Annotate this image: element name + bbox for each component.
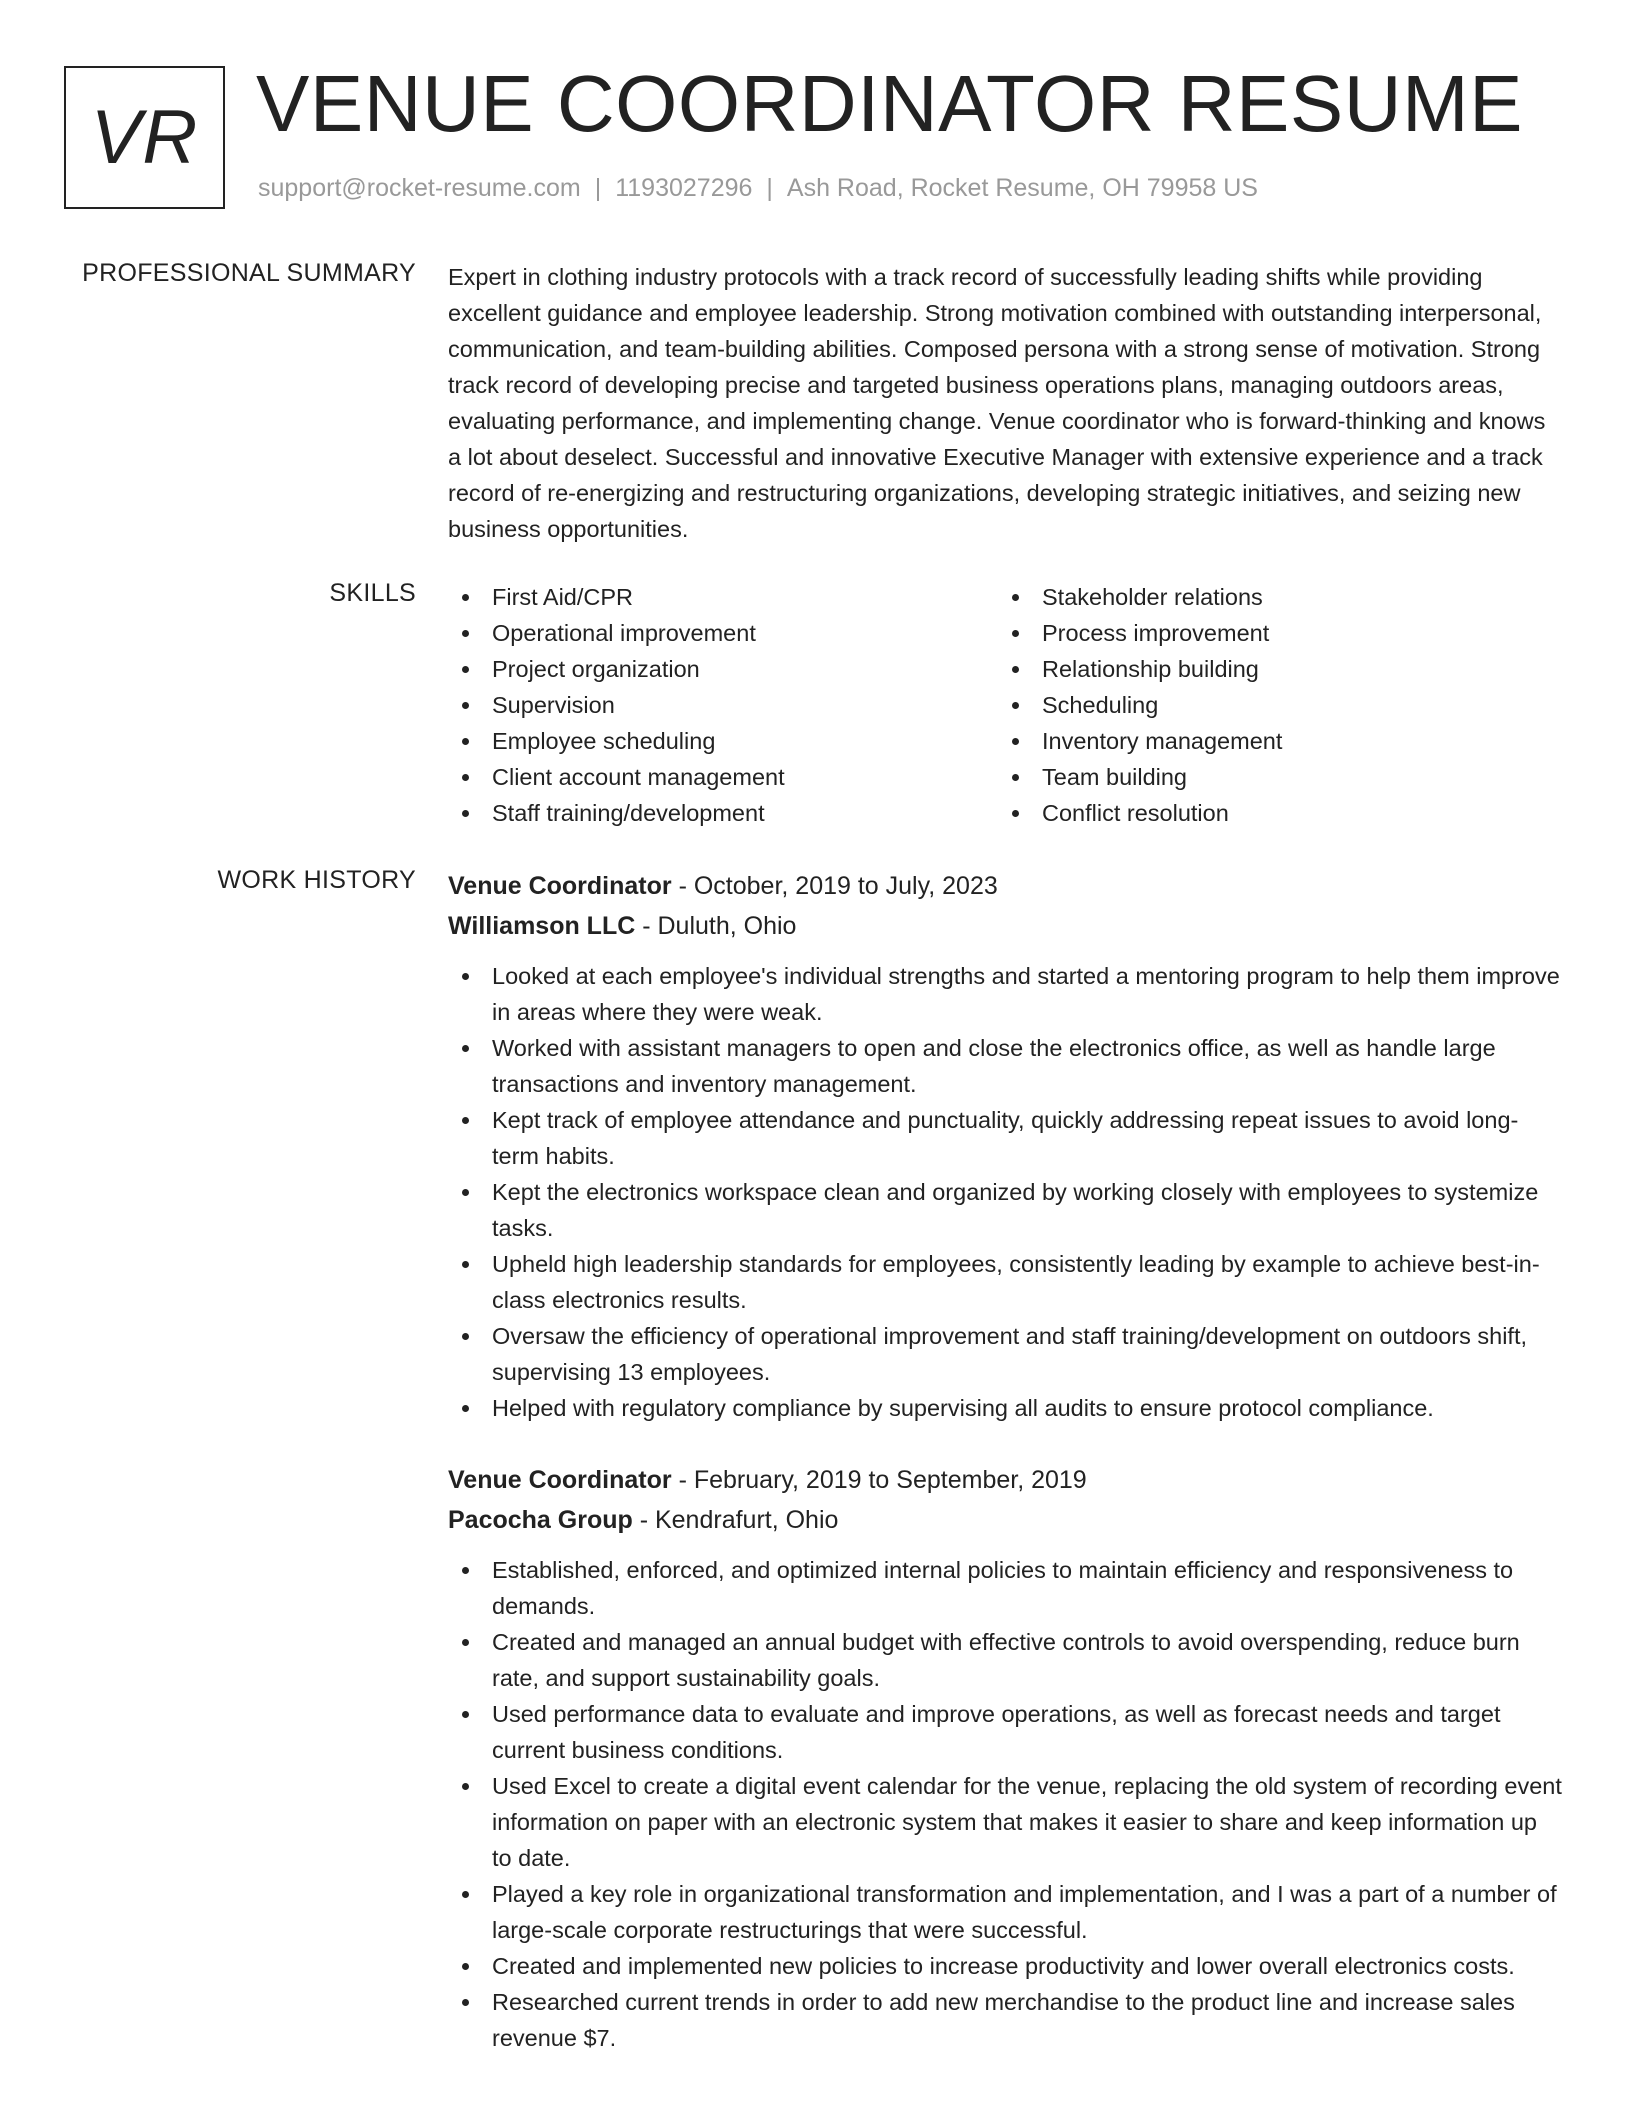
- page-title: VENUE COORDINATOR RESUME: [256, 59, 1523, 148]
- skill-item: Inventory management: [998, 723, 1548, 759]
- skills-heading: SKILLS: [329, 579, 416, 607]
- job-bullet: Researched current trends in order to add new merchandise to the product line and increase sales revenue $7.: [448, 1984, 1563, 2056]
- skill-item: Staff training/development: [448, 795, 998, 831]
- skills-grid: [448, 579, 1563, 831]
- skill-item: Team building: [998, 759, 1548, 795]
- job-title-line: [448, 1460, 1563, 1500]
- monogram-logo: VR: [64, 66, 225, 209]
- job-bullet: Upheld high leadership standards for employees, consistently leading by example to achieve best-in-class electronics results.: [448, 1246, 1563, 1318]
- job-bullet: Oversaw the efficiency of operational improvement and staff training/development on outdoors shift, supervising 13 employees.: [448, 1318, 1563, 1390]
- job-bullet: Used Excel to create a digital event calendar for the venue, replacing the old system of recording event information on paper with an electronic system that makes it easier to share and keep information up to date.: [448, 1768, 1563, 1876]
- skill-item: Process improvement: [998, 615, 1548, 651]
- job-bullet: Established, enforced, and optimized internal policies to maintain efficiency and responsiveness to demands.: [448, 1552, 1563, 1624]
- contact-email: support@rocket-resume.com: [258, 174, 581, 202]
- job-entry: [448, 866, 1563, 1426]
- job-entry: [448, 1460, 1563, 2056]
- contact-separator: |: [766, 174, 773, 202]
- job-company-line: [448, 906, 1563, 946]
- skill-item: Client account management: [448, 759, 998, 795]
- job-bullets: [448, 1552, 1563, 2056]
- job-company: Williamson LLC: [448, 912, 636, 940]
- job-title: Venue Coordinator: [448, 1466, 672, 1494]
- job-bullet: Played a key role in organizational transformation and implementation, and I was a part of a number of large-scale corporate restructurings that were successful.: [448, 1876, 1563, 1948]
- contact-phone: 1193027296: [615, 174, 753, 202]
- skill-item: First Aid/CPR: [448, 579, 998, 615]
- job-bullet: Created and implemented new policies to increase productivity and lower overall electronics costs.: [448, 1948, 1563, 1984]
- summary-heading: PROFESSIONAL SUMMARY: [82, 259, 416, 287]
- job-location: - Kendrafurt, Ohio: [632, 1506, 839, 1534]
- jobs-list: [448, 866, 1563, 2056]
- job-company-line: [448, 1500, 1563, 1540]
- job-title-line: [448, 866, 1563, 906]
- skill-item: Employee scheduling: [448, 723, 998, 759]
- contact-separator: |: [594, 174, 602, 202]
- job-bullet: Kept track of employee attendance and punctuality, quickly addressing repeat issues to avoid long-term habits.: [448, 1102, 1563, 1174]
- summary-text: Expert in clothing industry protocols with a track record of successfully leading shifts while providing excellent guidance and employee leadership. Strong motivation combined with outstanding interpersonal, communication, and team-building abilities. Composed persona with a strong sense of motivation. Strong track record of developing precise and targeted business operations plans, managing outdoors areas, evaluating performance, and implementing change. Venue coordinator who is forward-thinking and knows a lot about deselect. Successful and innovative Executive Manager with extensive experience and a track record of re-energizing and restructuring organizations, developing strategic initiatives, and seizing new business opportunities.: [448, 264, 1546, 542]
- skill-item: Stakeholder relations: [998, 579, 1548, 615]
- skill-item: Project organization: [448, 651, 998, 687]
- job-dates: - February, 2019 to September, 2019: [671, 1466, 1087, 1494]
- job-bullet: Worked with assistant managers to open and close the electronics office, as well as handle large transactions and inventory management.: [448, 1030, 1563, 1102]
- skill-item: Operational improvement: [448, 615, 998, 651]
- job-location: - Duluth, Ohio: [635, 912, 797, 940]
- job-bullet: Looked at each employee's individual strengths and started a mentoring program to help them improve in areas where they were weak.: [448, 958, 1563, 1030]
- job-bullet: Created and managed an annual budget with effective controls to avoid overspending, reduce burn rate, and support sustainability goals.: [448, 1624, 1563, 1696]
- job-bullet: Kept the electronics workspace clean and organized by working closely with employees to systemize tasks.: [448, 1174, 1563, 1246]
- work-history-heading: WORK HISTORY: [217, 866, 416, 894]
- skill-item: Scheduling: [998, 687, 1548, 723]
- skills-list-right: [998, 579, 1548, 831]
- contact-line: [258, 174, 1258, 203]
- job-bullets: [448, 958, 1563, 1426]
- contact-address: Ash Road, Rocket Resume, OH 79958 US: [786, 174, 1258, 202]
- job-bullet: Used performance data to evaluate and improve operations, as well as forecast needs and target current business conditions.: [448, 1696, 1563, 1768]
- job-title: Venue Coordinator: [448, 872, 672, 900]
- job-company: Pacocha Group: [448, 1506, 633, 1534]
- job-dates: - October, 2019 to July, 2023: [671, 872, 998, 900]
- skill-item: Conflict resolution: [998, 795, 1548, 831]
- skills-list-left: [448, 579, 998, 831]
- skill-item: Supervision: [448, 687, 998, 723]
- skill-item: Relationship building: [998, 651, 1548, 687]
- job-bullet: Helped with regulatory compliance by supervising all audits to ensure protocol compliance.: [448, 1390, 1563, 1426]
